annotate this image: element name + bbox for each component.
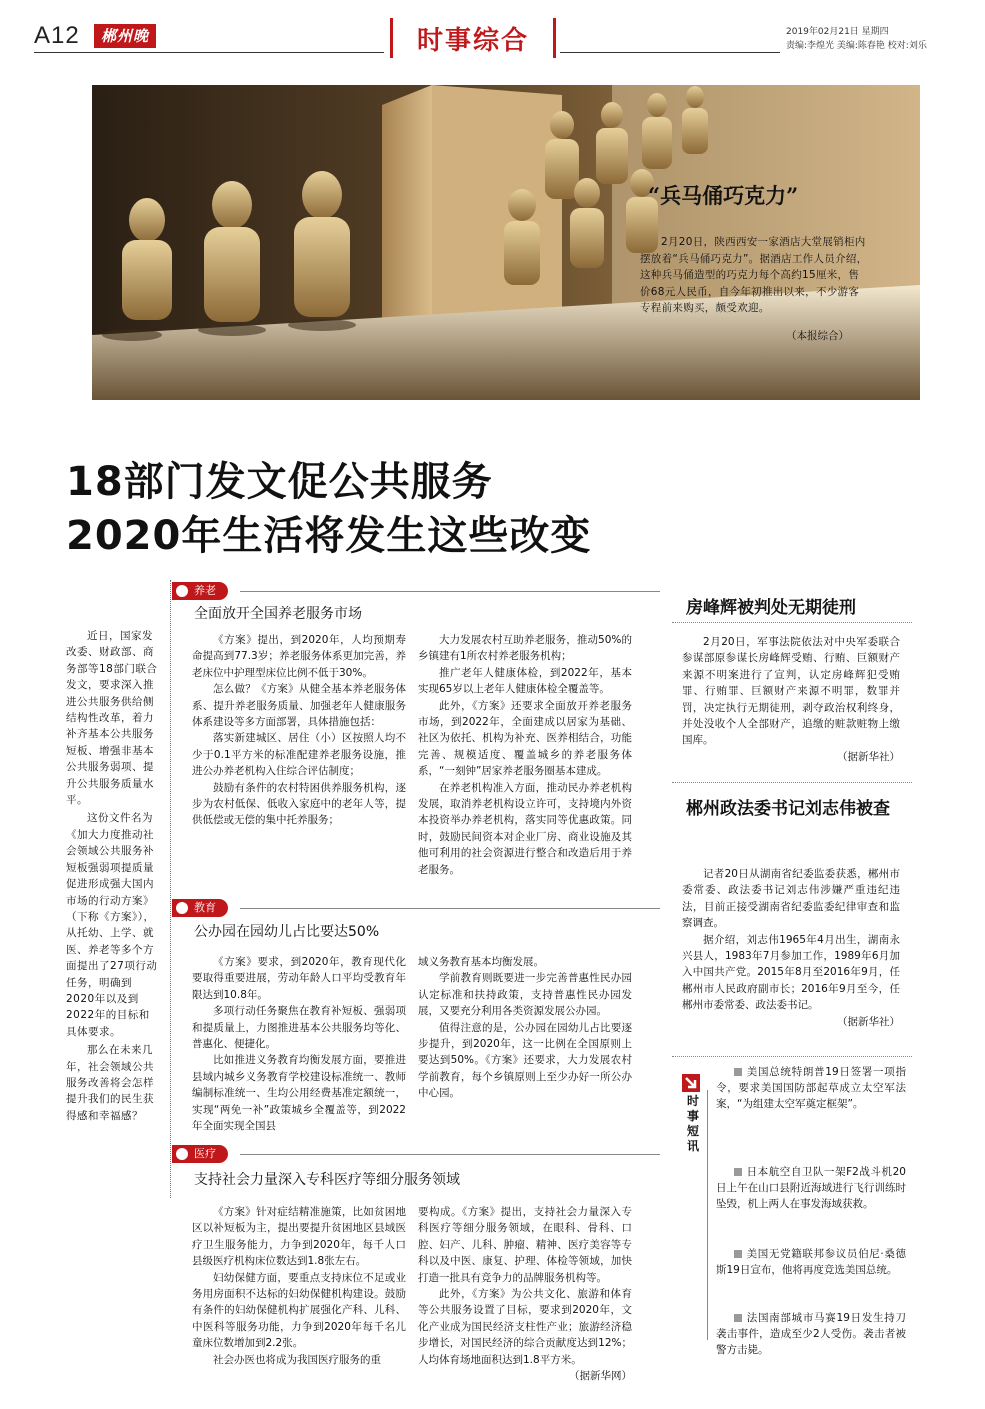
lead-divider [170,580,171,1198]
body-paragraph: 学前教育则既要进一步完善普惠性民办园认定标准和扶持政策，支持普惠性民办园发展，又要充分利用各类资源发展公办园。 [418,972,632,1018]
section-tag-label: 医疗 [194,1147,216,1160]
body-paragraph: 落实新建城区、居住（小）区按照人均不少于0.1平方米的标准配建养老服务设施，推进公办养老机构入住综合评估制度； [192,732,406,778]
section-rule [240,908,660,909]
lead-paragraph: 这份文件名为《加大力度推动社会领域公共服务补短板强弱项提质量 促进形成强大国内市场的行动方案》（下称《方案》），从托幼、上学、就医、养老等多个方面提出了27项行动任务，明确到2020年以及到2022年的目标和具体要求。 [66,812,158,1038]
body-paragraph: 大力发展农村互助养老服务，推动50%的乡镇建有1所农村养老服务机构； [418,634,632,663]
brief-item [716,1246,906,1278]
body-paragraph: 此外，《方案》为公共文化、旅游和体育等公共服务设置了目标，要求到2020年，文化产业成为国民经济支柱性产业；旅游经济稳步增长，对国民经济的综合贡献度达到12%；人均体育场地面积达到1.8平方米。 [418,1288,632,1366]
education-column-2 [418,954,632,1102]
briefs-divider [707,1090,708,1340]
bullet-square-icon [734,1250,742,1258]
body-paragraph: 记者20日从湖南省纪委监委获悉，郴州市委常委、政法委书记刘志伟涉嫌严重违纪违法，目前正接受湖南省纪委监委纪律审查和监察调查。 [682,868,900,930]
education-column-1 [192,954,406,1134]
body-paragraph: 在养老机构准入方面，推动民办养老机构发展，取消养老机构设立许可，支持境内外资本投资举办养老机构，落实同等优惠政策。同时，鼓励民间资本对企业厂房、商业设施及其他可利用的社会资源进行整合和改造后用于养老服务。 [418,781,632,876]
body-paragraph: 《方案》提出，到2020年，人均预期寿命提高到77.3岁；养老服务体系更加完善，养老床位中护理型床位比例不低于30%。 [192,634,406,679]
body-paragraph: 推广老年人健康体检，到2022年，基本实现65岁以上老年人健康体检全覆盖等。 [418,666,632,696]
arrow-down-right-icon [682,1074,700,1092]
page-number: A12 [34,22,80,49]
section-subhead-education: 公办园在园幼儿占比要达50% [194,924,380,940]
medical-column-1 [192,1204,406,1368]
article-source: （据新华社） [837,750,900,763]
story-title-liu-zhiwei: 郴州政法委书记刘志伟被查 [686,799,890,819]
section-rule [240,591,660,592]
paper-name-logo: 郴州晚报 [94,24,156,48]
bullet-square-icon [734,1068,742,1076]
brief-item [716,1310,906,1358]
body-paragraph: 域义务教育基本均衡发展。 [418,956,544,968]
article-source: （据新华社） [837,1015,900,1028]
story-body-liu-zhiwei [682,866,900,1030]
story-title-fang-fenghui: 房峰辉被判处无期徒刑 [686,598,856,618]
section-rule [240,1154,660,1155]
lead-paragraph: 那么在未来几年，社会领域公共服务改善将会怎样提升我们的民生获得感和幸福感？ [66,1044,154,1122]
story-divider [672,782,912,783]
body-paragraph: 妇幼保健方面，要重点支持床位不足或业务用房面积不达标的妇幼保健机构建设。鼓励有条件的妇幼保健机构扩展强化产科、儿科、中医科等服务功能，力争到2020年每千名儿童床位数增加到2.2张。 [192,1271,406,1350]
tag-dot-icon [176,902,188,914]
issue-date: 2019年02月21日 星期四 [786,27,889,37]
lead-paragraph: 近日，国家发改委、财政部、商务部等18部门联合发文，要求深入推进公共服务供给侧结构性改革，着力补齐基本公共服务短板、增强非基本公共服务弱项、提升公共服务质量水平。 [66,630,158,807]
brief-text: 美国无党籍联邦参议员伯尼·桑德斯19日宣布，他将再度竞选美国总统。 [716,1248,906,1276]
section-tag-education [172,899,228,917]
body-paragraph: 据介绍，刘志伟1965年4月出生，湖南永兴县人，1983年7月参加工作，1989年6月加入中国共产党。2015年8月至2016年9月，任郴州市人民政府副市长；2016年9月至今，任郴州市委常委、政法委书记。 [682,933,900,1012]
brief-item [716,1064,906,1112]
body-paragraph: 2月20日，军事法院依法对中央军委联合参谋部原参谋长房峰辉受贿、行贿、巨额财产来源不明案进行了宣判，认定房峰辉犯受贿罪、行贿罪、巨额财产来源不明罪，数罪并罚，决定执行无期徒刑，剥夺政治权利终身，并处没收个人全部财产，追缴的赃款赃物上缴国库。 [682,636,900,747]
photo-caption-title: “兵马俑巧克力” [648,183,799,208]
body-paragraph: 比如推进义务教育均衡发展方面，要推进县域内城乡义务教育学校建设标准统一、教师编制标准统一、生均公用经费基准定额统一，实现“两免一补”政策城乡全覆盖等，到2022年全面实现全国县 [192,1054,406,1133]
tag-dot-icon [176,585,188,597]
brief-item [716,1164,906,1212]
brief-text: 日本航空自卫队一架F2战斗机20日上午在山口县附近海域进行飞行训练时坠毁，机上两人在事发海域获救。 [716,1166,906,1210]
section-tag-elderly [172,582,228,600]
body-paragraph: 值得注意的是，公办园在园幼儿占比要逐步提升，到2020年，这一比例在全国原则上要达到50%。《方案》还要求，大力发展农村学前教育，每个乡镇原则上至少办好一所公办中心园。 [418,1021,632,1100]
body-paragraph: 多项行动任务聚焦在教育补短板、强弱项和提质量上，力图推进基本公共服务均等化、普惠化、便捷化。 [192,1005,406,1051]
body-paragraph: 社会办医也将成为我国医疗服务的重 [213,1353,381,1366]
section-subhead-medical: 支持社会力量深入专科医疗等细分服务领域 [194,1172,460,1188]
section-tag-label: 教育 [194,901,216,914]
bullet-square-icon [734,1168,742,1176]
lead-paragraphs [66,628,158,1126]
story-body-fang-fenghui [682,634,900,765]
body-paragraph: 怎么做？《方案》从健全基本养老服务体系、提升养老服务质量、加强老年人健康服务体系建设等多方面部署，具体措施包括： [192,683,406,729]
elderly-column-1 [192,632,406,829]
bullet-square-icon [734,1314,742,1322]
tag-dot-icon [176,1148,188,1160]
medical-column-2 [418,1204,632,1384]
brief-text: 美国总统特朗普19日签署一项指令，要求美国国防部起草成立太空军法案，“为组建太空军奠定框架”。 [716,1066,906,1110]
story-divider [672,622,912,623]
headline-line-2: 2020年生活将发生这些改变 [66,513,592,559]
brief-text: 法国南部城市马赛19日发生持刀袭击事件，造成至少2人受伤。袭击者被警方击毙。 [716,1312,906,1356]
section-subhead-elderly: 全面放开全国养老服务市场 [194,606,362,622]
body-paragraph: 要构成。《方案》提出，支持社会力量深入专科医疗等细分服务领域，在眼科、骨科、口腔、妇产、儿科、肿瘤、精神、医疗美容等专科以及中医、康复、护理、体检等领域，加快打造一批具有竞争力的品牌服务机构等。 [418,1206,632,1284]
story-divider [672,1056,912,1057]
body-paragraph: 此外，《方案》还要求全面放开养老服务市场，到2022年，全面建成以居家为基础、社区为依托、机构为补充、医养相结合，功能完善、规模适度、覆盖城乡的养老服务体系，“一刻钟”居家养老服务圈基本建成。 [418,699,632,778]
section-tag-medical [172,1145,228,1163]
editor-credits: 责编:李煌光 美编:陈春艳 校对:刘乐 [786,41,927,51]
headline-line-1: 18部门发文促公共服务 [66,459,493,505]
header-rule-left [34,52,384,53]
body-paragraph: 《方案》要求，到2020年，教育现代化要取得重要进展，劳动年龄人口平均受教育年限达到10.8年。 [192,956,406,1001]
photo-caption-body: 2月20日，陕西西安一家酒店大堂展销柜内摆放着“兵马俑巧克力”。据酒店工作人员介绍，这种兵马俑造型的巧克力每个高约15厘米，售价68元人民币，自今年初推出以来，不少游客专程前来购买，颇受欢迎。 [640,236,868,314]
body-paragraph: 《方案》针对症结精准施策，比如贫困地区以补短板为主，提出要提升贫困地区县域医疗卫生服务能力，力争到2020年，每千人口县级医疗机构床位数达到1.8张左右。 [192,1206,406,1268]
body-paragraph: 鼓励有条件的农村特困供养服务机构，逐步为农村低保、低收入家庭中的老年人等，提供低偿或无偿的集中托养服务； [192,781,406,827]
header-rule-middle [560,52,780,53]
briefs-label: 时事短讯 [686,1094,699,1153]
article-source: （据新华网） [569,1370,632,1383]
photo-caption-source: （本报综合） [786,330,849,342]
elderly-column-2 [418,632,632,878]
section-title: 时事综合 [390,18,556,58]
section-tag-label: 养老 [194,584,216,597]
